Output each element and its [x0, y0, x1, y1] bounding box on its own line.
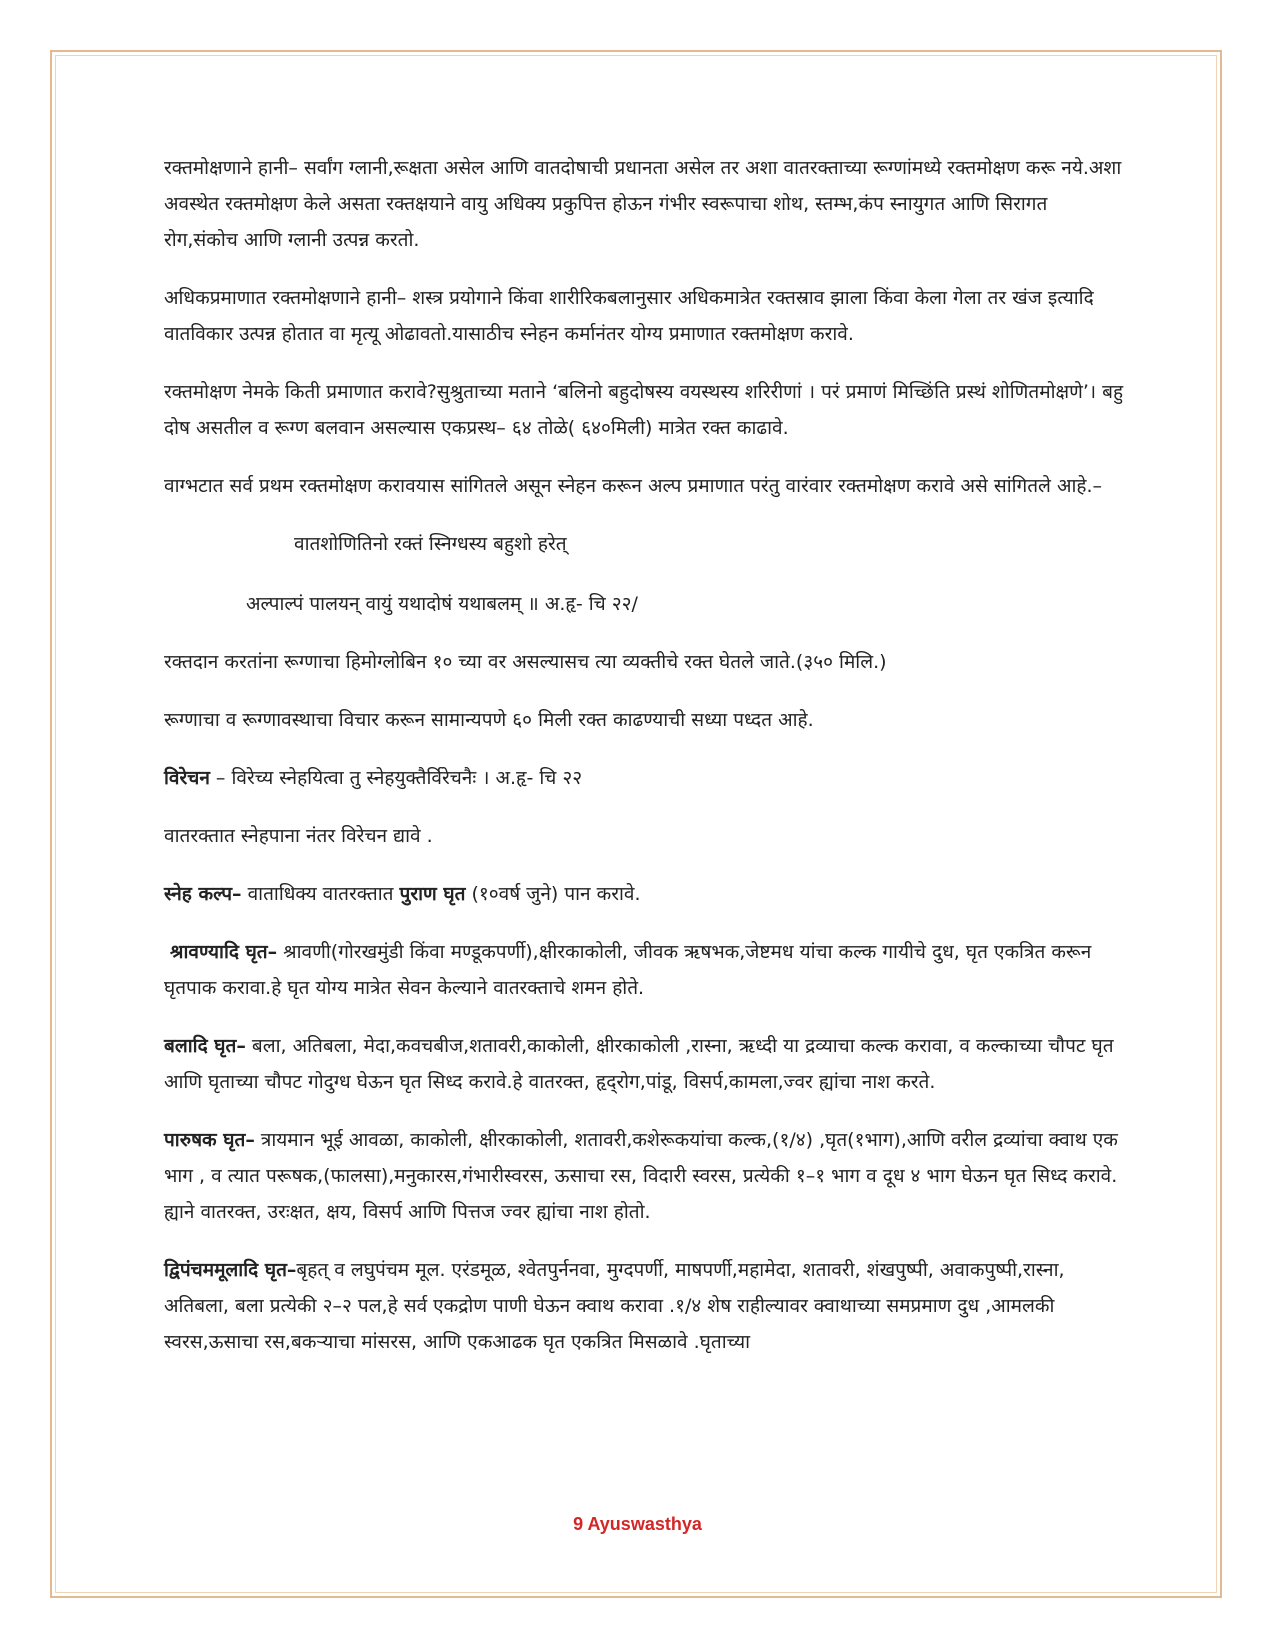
paragraph-raktadan: रक्तदान करतांना रूग्णाचा हिमोग्लोबिन १० च्या वर असल्यासच त्या व्यक्तीचे रक्त घेतले जाते.(३५० मिलि.) — [164, 651, 887, 673]
dvipanchamamooladi-text: बृहत् व लघुपंचम मूल. एरंडमूळ, श्वेतपुर्ननवा, मुग्दपर्णी, माषपर्णी,महामेदा, शतावरी, शंखपुष्पी, अवाकपुष्पी,रास्ना, अतिबला, बला प्रत्येकी २–२ पल,हे सर्व एकद्रोण पाणी घेऊन क्वाथ करावा .१/४ शेष राहील्यावर क्वाथाच्या समप्रमाण दुध ,आमलकी स्वरस,ऊसाचा रस,बकऱ्याचा मांसरस, आणि एकआढक घृत एकत्रित मिसळावे .घृताच्या — [164, 1259, 1065, 1353]
document-body — [164, 150, 1124, 1382]
verse-line-2: अल्पाल्पं पालयन् वायुं यथादोषं यथाबलम् ॥ अ.हृ- चि २२/ — [246, 593, 638, 615]
paragraph-dvipanchamamooladi — [164, 1252, 1124, 1360]
paragraph-shravanyadi — [164, 934, 1124, 1006]
paragraph-kiti-pramanat: रक्तमोक्षण नेमके किती प्रमाणात करावे?सुश्रुताच्या मताने ‘बलिनो बहुदोषस्य वयस्थस्य शरिरीणां । परं प्रमाणं मिच्छिंति प्रस्थं शोणितमोक्षणे’। बहु दोष असतील व रूग्ण बलवान असल्यास एकप्रस्थ– ६४ तोळे( ६४०मिली) मात्रेत रक्त काढावे. — [164, 381, 1124, 439]
paragraph-baladi — [164, 1028, 1124, 1100]
shravanyadi-heading: श्रावण्यादि घृत– — [170, 941, 278, 963]
paragraph-snehapana: वातरक्तात स्नेहपाना नंतर विरेचन द्यावे . — [164, 825, 433, 847]
shravanyadi-text: श्रावणी(गोरखमुंडी किंवा मण्डूकपर्णी),क्षीरकाकोली, जीवक ऋषभक,जेष्टमध यांचा कल्क गायीचे दुध, घृत एकत्रित करून घृतपाक करावा.हे घृत योग्य मात्रेत सेवन केल्याने वातरक्ताचे शमन होते. — [164, 941, 1092, 999]
parushak-text: त्रायमान भूई आवळा, काकोली, क्षीरकाकोली, शतावरी,कशेरूकयांचा कल्क,(१/४) ,घृत(१भाग),आणि वरील द्रव्यांचा क्वाथ एक भाग , व त्यात परूषक,(फालसा),मनुकारस,गंभारीस्वरस, ऊसाचा रस, विदारी स्वरस, प्रत्येकी १–१ भाग व दूध ४ भाग घेऊन घृत सिध्द करावे. ह्याने वातरक्त, उरःक्षत, क्षय, विसर्प आणि पित्तज ज्वर ह्यांचा नाश होतो. — [164, 1129, 1118, 1223]
paragraph-adhik-pramanat: अधिकप्रमाणात रक्तमोक्षणाने हानी– शस्त्र प्रयोगाने किंवा शारीरिकबलानुसार अधिकमात्रेत रक्तस्राव झाला किंवा केला गेला तर खंज इत्यादि वातविकार उत्पन्न होतात वा मृत्यू ओढावतो.यासाठीच स्नेहन कर्मानंतर योग्य प्रमाणात रक्तमोक्षण करावे. — [164, 287, 1094, 345]
sneha-kalpa-heading: स्नेह कल्प– — [164, 883, 242, 905]
paragraph-parushak — [164, 1122, 1124, 1230]
baladi-heading: बलादि घृत– — [164, 1035, 246, 1057]
paragraph-virechan — [164, 760, 1124, 796]
paragraph-raktamokshan-hani: रक्तमोक्षणाने हानी– सर्वांग ग्लानी,रूक्षता असेल आणि वातदोषाची प्रधानता असेल तर अशा वातरक्ताच्या रूग्णांमध्ये रक्तमोक्षण करू नये.अशा अवस्थेत रक्तमोक्षण केले असता रक्तक्षयाने वायु अधिक्य प्रकुपित्त होऊन गंभीर स्वरूपाचा शोथ, स्तम्भ,कंप स्नायुगत आणि सिरागत रोग,संकोच आणि ग्लानी उत्पन्न करतो. — [164, 157, 1122, 251]
virechan-heading: विरेचन — [164, 767, 210, 789]
virechan-text: – विरेच्य स्नेहयित्वा तु स्नेहयुक्तैर्विरेचनैः । अ.हृ- चि २२ — [209, 767, 583, 789]
page-footer: 9 Ayuswasthya — [573, 1514, 702, 1534]
sneha-kalpa-text-a: वाताधिक्य वातरक्तात — [241, 883, 400, 905]
paragraph-sneha-kalpa — [164, 876, 1124, 912]
paragraph-vagbhat: वाग्भटात सर्व प्रथम रक्तमोक्षण करावयास सांगितले असून स्नेहन करून अल्प प्रमाणात परंतु वारंवार रक्तमोक्षण करावे असे सांगितले आहे.– — [164, 475, 1103, 497]
dvipanchamamooladi-heading: द्विपंचममूलादि घृत– — [164, 1259, 297, 1281]
puran-ghrut-bold: पुराण घृत — [399, 883, 466, 905]
parushak-heading: पारुषक घृत– — [164, 1129, 255, 1151]
baladi-text: बला, अतिबला, मेदा,कवचबीज,शतावरी,काकोली, क्षीरकाकोली ,रास्ना, ऋध्दी या द्रव्याचा कल्क करावा, व कल्काच्या चौपट घृत आणि घृताच्या चौपट गोदुग्ध घेऊन घृत सिध्द करावे.हे वातरक्त, हृद्‌रोग,पांडू, विसर्प,कामला,ज्वर ह्यांचा नाश करते. — [164, 1035, 1114, 1093]
verse-line-1: वातशोणितिनो रक्तं स्निग्धस्य बहुशो हरेत् — [294, 533, 567, 555]
paragraph-rugnacha: रूग्णाचा व रूग्णावस्थाचा विचार करून सामान्यपणे ६० मिली रक्त काढण्याची सध्या पध्दत आहे. — [164, 709, 814, 731]
sneha-kalpa-text-b: (१०वर्ष जुने) पान करावे. — [465, 883, 641, 905]
